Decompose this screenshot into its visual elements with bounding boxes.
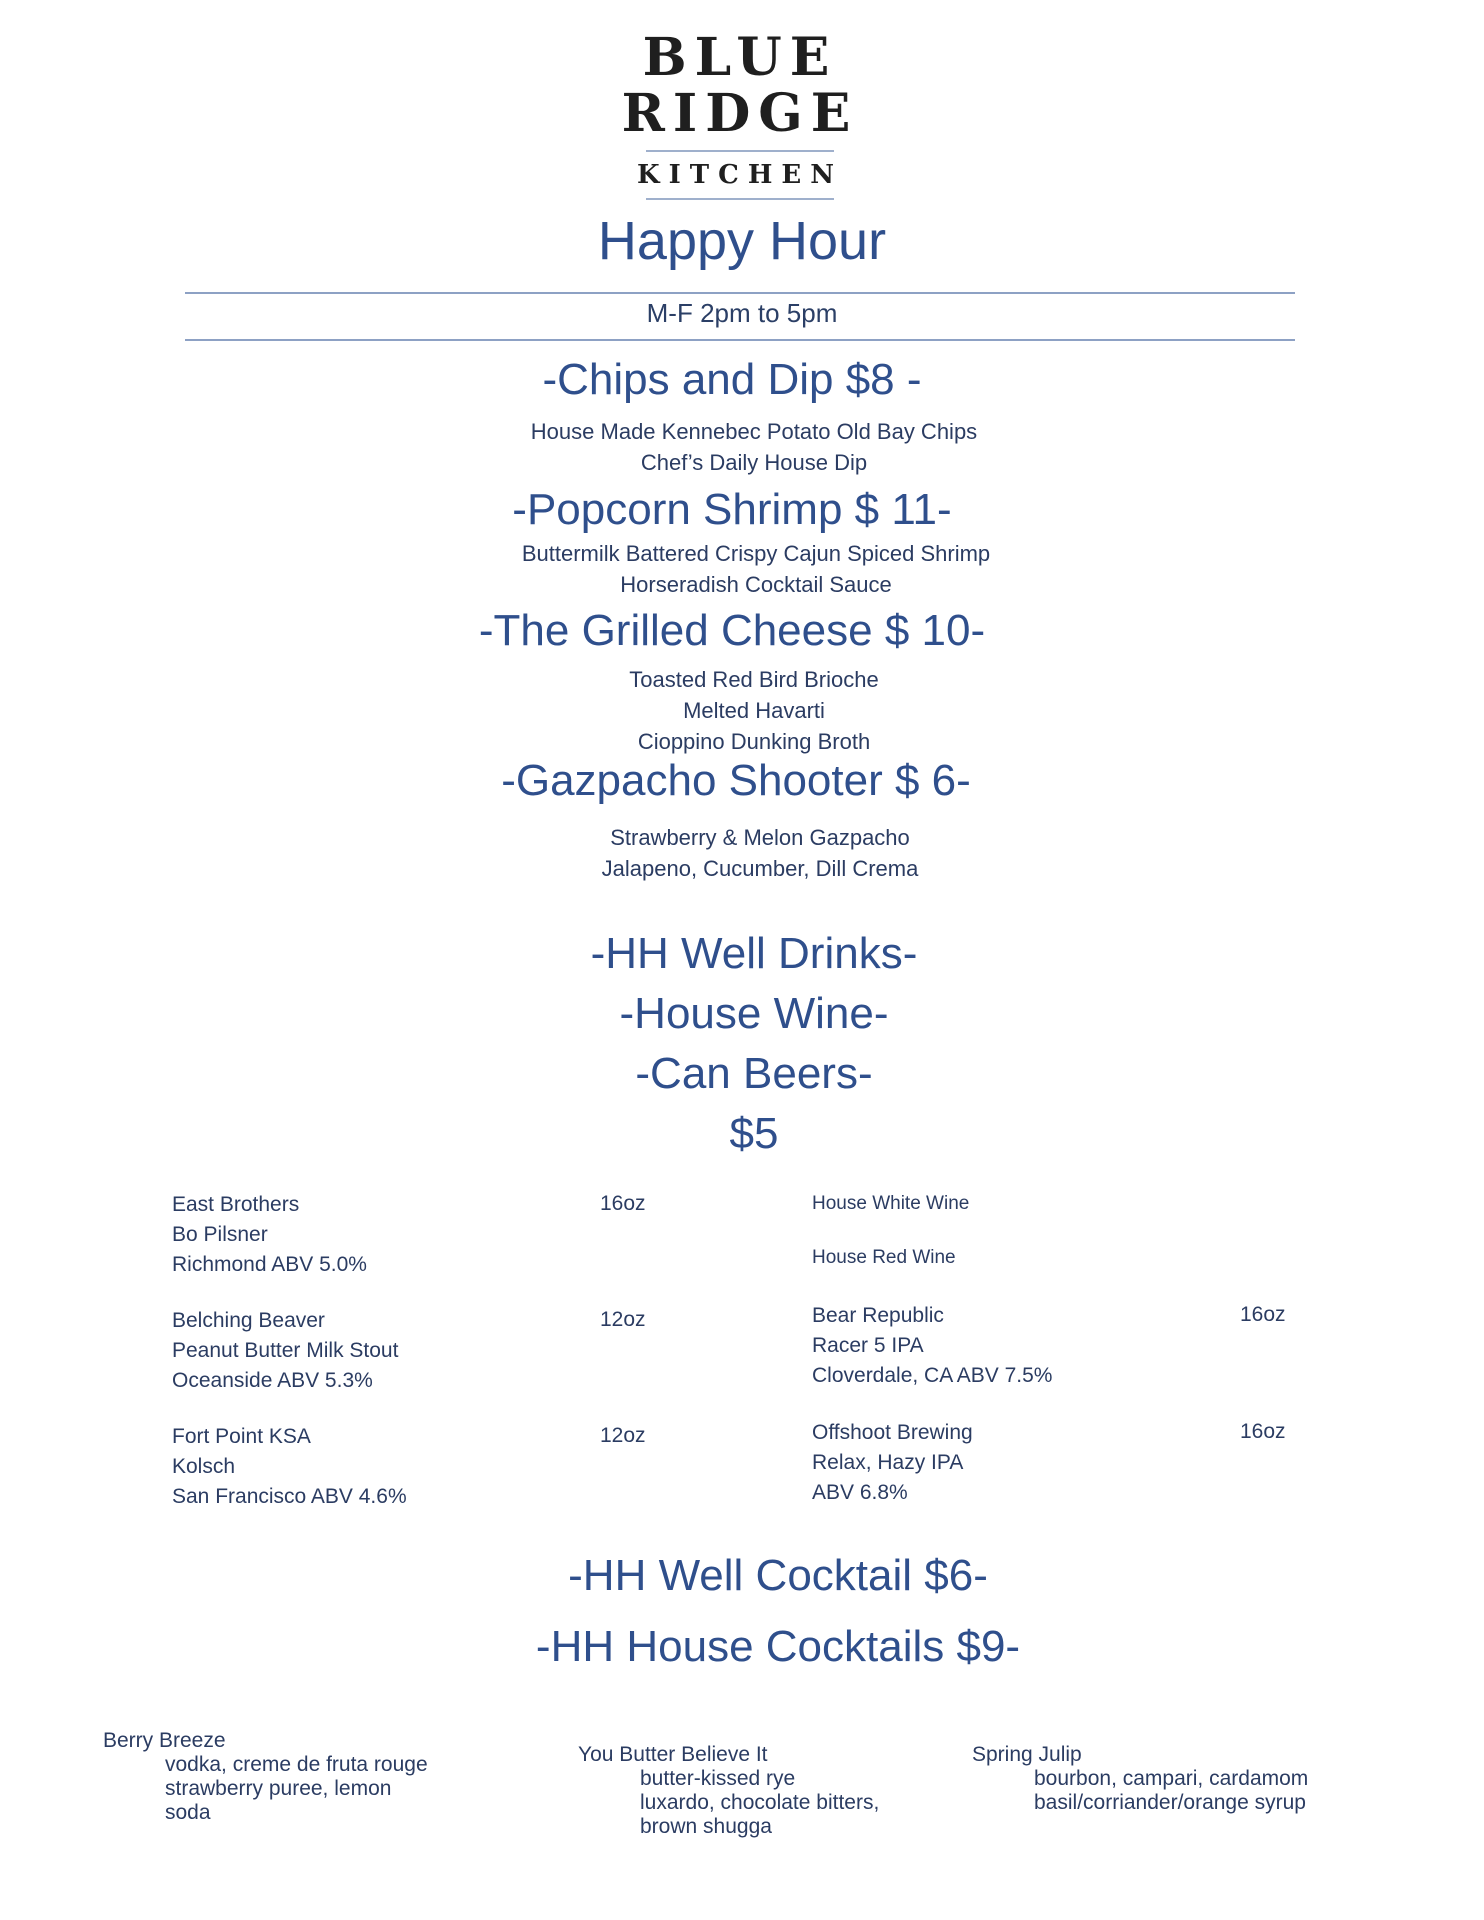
food-line: Buttermilk Battered Crispy Cajun Spiced Shrimp <box>521 541 991 566</box>
beer-line: Bo Pilsner <box>172 1223 268 1246</box>
food-line: Strawberry & Melon Gazpacho <box>610 825 910 850</box>
food-desc-gazpacho <box>18 822 1484 884</box>
logo-line-ridge: RIDGE <box>621 83 859 144</box>
cocktail-line: brown shugga <box>640 1815 772 1838</box>
top-rule <box>185 292 1295 294</box>
drinks-header-beers: -Can Beers- <box>635 1049 873 1098</box>
cocktail-line: bourbon, campari, cardamom <box>1034 1767 1309 1790</box>
food-line: Jalapeno, Cucumber, Dill Crema <box>601 856 919 881</box>
food-title-grilled-cheese: -The Grilled Cheese $ 10- <box>478 606 986 655</box>
logo-divider <box>646 150 834 152</box>
food-line: Melted Havarti <box>683 698 825 723</box>
wine-red: House Red Wine <box>812 1247 956 1268</box>
cocktail-berry-breeze <box>103 1729 428 1825</box>
beer-line: San Francisco ABV 4.6% <box>172 1485 407 1508</box>
beer-line: Oceanside ABV 5.3% <box>172 1369 373 1392</box>
beer-line: Offshoot Brewing <box>812 1421 973 1444</box>
food-line: House Made Kennebec Potato Old Bay Chips <box>530 419 978 444</box>
beer-size: 12oz <box>600 1308 646 1331</box>
logo-divider-bottom <box>646 198 834 200</box>
cocktail-line: luxardo, chocolate bitters, <box>640 1791 880 1814</box>
beer-line: East Brothers <box>172 1193 300 1216</box>
beer-line: Kolsch <box>172 1455 236 1478</box>
beer-line: Cloverdale, CA ABV 7.5% <box>812 1364 1053 1387</box>
cocktail-name: Berry Breeze <box>103 1729 226 1752</box>
cocktail-name: Spring Julip <box>972 1743 1082 1766</box>
cocktail-spring-julip <box>972 1743 1308 1815</box>
beer-line: Relax, Hazy IPA <box>812 1451 964 1474</box>
food-line: Chef’s Daily House Dip <box>640 450 868 475</box>
cocktail-header-well: -HH Well Cocktail $6- <box>568 1551 988 1600</box>
cocktail-line: butter-kissed rye <box>640 1767 796 1790</box>
food-line: Toasted Red Bird Brioche <box>629 667 879 692</box>
hours: M-F 2pm to 5pm <box>646 298 838 328</box>
wine-white: House White Wine <box>812 1193 970 1214</box>
food-line: Horseradish Cocktail Sauce <box>620 572 892 597</box>
food-title-chips: -Chips and Dip $8 - <box>542 355 922 404</box>
cocktail-header-house: -HH House Cocktails $9- <box>535 1622 1021 1671</box>
food-line: Cioppino Dunking Broth <box>637 729 871 754</box>
beer-line: Racer 5 IPA <box>812 1334 924 1357</box>
drinks-header-price: $5 <box>729 1109 779 1158</box>
food-desc-chips <box>12 416 1484 478</box>
cocktail-line: strawberry puree, lemon <box>165 1777 392 1800</box>
beer-size: 12oz <box>600 1424 646 1447</box>
logo-line-blue: BLUE <box>642 27 838 88</box>
beer-line: Richmond ABV 5.0% <box>172 1253 367 1276</box>
beer-line: Fort Point KSA <box>172 1425 311 1448</box>
beer-size: 16oz <box>600 1192 646 1215</box>
beer-east-brothers <box>172 1190 367 1280</box>
cocktail-line: soda <box>165 1801 211 1824</box>
food-desc-shrimp <box>14 538 1484 600</box>
bottom-rule <box>185 339 1295 341</box>
beer-belching-beaver <box>172 1306 398 1396</box>
beer-offshoot <box>812 1418 973 1508</box>
food-title-shrimp: -Popcorn Shrimp $ 11- <box>512 485 952 534</box>
logo <box>600 27 880 200</box>
beer-fort-point <box>172 1422 407 1512</box>
cocktail-line: vodka, creme de fruta rouge <box>165 1753 428 1776</box>
cocktail-you-butter-believe-it <box>578 1743 879 1839</box>
beer-line: Bear Republic <box>812 1304 944 1327</box>
drinks-header-well: -HH Well Drinks- <box>590 929 918 978</box>
beer-line: Belching Beaver <box>172 1309 325 1332</box>
beer-line: Peanut Butter Milk Stout <box>172 1339 399 1362</box>
beer-size: 16oz <box>1240 1420 1286 1443</box>
drinks-header <box>12 924 1484 1164</box>
food-desc-grilled-cheese <box>12 664 1484 757</box>
beer-bear-republic <box>812 1301 1052 1391</box>
cocktail-line: basil/corriander/orange syrup <box>1034 1791 1306 1814</box>
beer-line: ABV 6.8% <box>812 1481 908 1504</box>
drinks-header-wine: -House Wine- <box>619 989 889 1038</box>
page-title: Happy Hour <box>597 211 887 271</box>
cocktail-name: You Butter Believe It <box>578 1743 768 1766</box>
beer-size: 16oz <box>1240 1303 1286 1326</box>
food-title-gazpacho: -Gazpacho Shooter $ 6- <box>501 756 971 805</box>
logo-line-kitchen: KITCHEN <box>637 160 843 190</box>
